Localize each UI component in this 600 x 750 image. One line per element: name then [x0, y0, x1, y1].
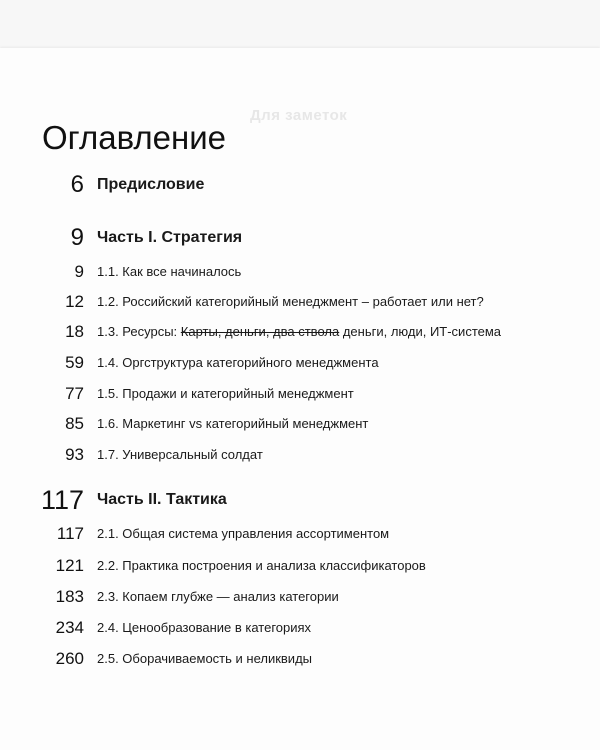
toc-page-number: 234: [55, 618, 84, 637]
toc-label: 2.4. Ценообразование в категориях: [97, 620, 312, 635]
toc-label: 2.1. Общая система управления ассортиментом: [97, 526, 390, 541]
toc-label-suffix: деньги, люди, ИТ-система: [339, 324, 502, 339]
toc-label: Предисловие: [97, 176, 205, 193]
toc-label: 1.2. Российский категорийный менеджмент – работает или нет?: [97, 294, 484, 309]
toc-label-prefix: 1.3. Ресурсы:: [97, 324, 181, 339]
toc-label: 1.4. Оргструктура категорийного менеджмента: [97, 355, 379, 370]
toc-label: 1.7. Универсальный солдат: [97, 447, 263, 462]
toc-page-number: 117: [40, 485, 84, 515]
toc-label-struck-text: Карты, деньги, два ствола: [180, 324, 340, 339]
toc-page-number: 12: [65, 292, 84, 311]
toc-label: 1.5. Продажи и категорийный менеджмент: [97, 386, 354, 401]
page-title: Оглавление: [42, 119, 226, 156]
toc-page-number: 260: [55, 649, 84, 668]
toc-label: [97, 323, 501, 341]
toc-label: 2.5. Оборачиваемость и неликвиды: [97, 651, 313, 666]
toc-page-number: 121: [55, 556, 84, 575]
toc-page-number: 6: [70, 171, 84, 198]
toc-page-number: 117: [56, 524, 84, 543]
toc-page-number: 77: [65, 384, 84, 403]
toc-page-number: 59: [65, 353, 84, 372]
toc-page-number: 18: [65, 322, 84, 341]
toc-page-number: 9: [70, 224, 84, 251]
toc-label: Часть II. Тактика: [97, 491, 227, 508]
toc-page-number: 93: [65, 445, 84, 464]
toc-label: 2.3. Копаем глубже — анализ категории: [97, 589, 339, 604]
toc-label: 2.2. Практика построения и анализа классификаторов: [97, 558, 426, 573]
toc-label: 1.1. Как все начиналось: [97, 264, 242, 279]
toc-label: Часть I. Стратегия: [97, 229, 243, 246]
toc-page-number: 9: [74, 262, 84, 281]
toc-label: 1.6. Маркетинг vs категорийный менеджмент: [97, 416, 369, 431]
bleed-through-text: Для заметок: [250, 107, 348, 124]
toc-page-number: 183: [55, 587, 84, 606]
toc-page-number: 85: [65, 414, 84, 433]
